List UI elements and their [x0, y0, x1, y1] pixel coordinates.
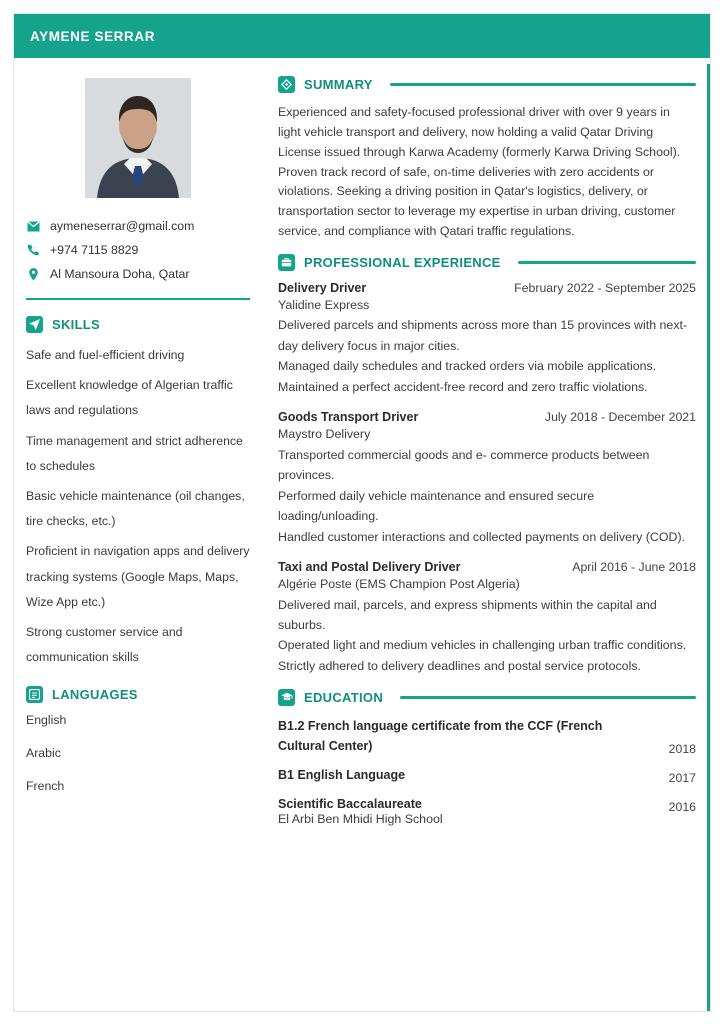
diamond-icon	[278, 76, 295, 93]
contact-divider	[26, 298, 250, 300]
job-bullet: Handled customer interactions and collected payments on delivery (COD).	[278, 529, 686, 544]
contact-phone	[26, 238, 250, 262]
profile-photo	[85, 78, 191, 198]
education-year: 2017	[668, 771, 696, 786]
contact-location	[26, 262, 250, 286]
job-bullet: Performed daily vehicle maintenance and ensured secure loading/unloading.	[278, 488, 595, 524]
contact-phone-text: +974 7115 8829	[50, 243, 139, 257]
education-year: 2016	[668, 800, 696, 815]
job-entry	[278, 410, 696, 547]
graduation-cap-icon	[278, 689, 295, 706]
skill-item: Safe and fuel-efficient driving	[26, 348, 185, 362]
job-role: Delivery Driver	[278, 280, 367, 295]
languages-section	[26, 686, 250, 793]
job-bullet: Strictly adhered to delivery deadlines and postal service protocols.	[278, 658, 641, 673]
education-degree: B1.2 French language certificate from the CCF (French Cultural Center)	[278, 719, 603, 754]
skill-item: Excellent knowledge of Algerian traffic laws and regulations	[26, 378, 233, 418]
candidate-name: AYMENE SERRAR	[30, 28, 156, 44]
language-item: French	[26, 779, 65, 794]
job-entry	[278, 281, 696, 397]
job-company: Maystro Delivery	[278, 427, 371, 442]
experience-title: PROFESSIONAL EXPERIENCE	[304, 254, 501, 270]
job-bullet: Operated light and medium vehicles in challenging urban traffic conditions.	[278, 638, 687, 653]
job-dates: February 2022 - September 2025	[514, 280, 696, 295]
job-entry	[278, 560, 696, 676]
job-dates: July 2018 - December 2021	[544, 410, 696, 425]
section-rule	[518, 261, 696, 264]
job-bullet: Delivered mail, parcels, and express shipments within the capital and suburbs.	[278, 597, 657, 632]
education-degree: B1 English Language	[278, 768, 406, 783]
job-bullet: Delivered parcels and shipments across more than 15 provinces with next-day delivery focus in major cities.	[278, 318, 688, 353]
skills-title: SKILLS	[52, 317, 101, 332]
contact-email	[26, 214, 250, 238]
paper-plane-icon	[26, 316, 43, 333]
contact-list	[26, 214, 250, 286]
skills-section	[26, 316, 250, 670]
sidebar	[14, 58, 262, 812]
header-bar	[14, 14, 710, 58]
phone-icon	[26, 244, 40, 256]
language-item: Arabic	[26, 746, 61, 761]
job-company: Yalidine Express	[278, 297, 370, 312]
language-item: English	[26, 713, 67, 728]
education-section	[278, 689, 696, 826]
job-bullet: Managed daily schedules and tracked orders via mobile applications.	[278, 359, 657, 374]
resume-page	[13, 13, 711, 1012]
skill-item: Strong customer service and communication skills	[26, 625, 183, 665]
translate-icon	[26, 686, 43, 703]
briefcase-icon	[278, 254, 295, 271]
section-rule	[400, 696, 696, 699]
skill-item: Time management and strict adherence to schedules	[26, 433, 243, 473]
main-column	[262, 58, 710, 835]
job-role: Taxi and Postal Delivery Driver	[278, 560, 461, 575]
languages-title: LANGUAGES	[52, 687, 138, 703]
education-entry	[278, 794, 696, 814]
job-dates: April 2016 - June 2018	[572, 560, 696, 575]
email-icon	[26, 221, 40, 232]
job-bullet: Maintained a perfect accident-free record and zero traffic violations.	[278, 379, 648, 394]
job-company: Algérie Poste (EMS Champion Post Algeria)	[278, 577, 520, 592]
education-year: 2018	[668, 742, 696, 757]
summary-title: SUMMARY	[304, 77, 373, 92]
skill-item: Basic vehicle maintenance (oil changes, tire checks, etc.)	[26, 489, 245, 529]
job-role: Goods Transport Driver	[278, 410, 419, 425]
education-title: EDUCATION	[304, 690, 384, 706]
contact-location-text: Al Mansoura Doha, Qatar	[50, 267, 190, 281]
summary-section	[278, 76, 696, 242]
location-icon	[26, 268, 40, 281]
contact-email-text: aymeneserrar@gmail.com	[50, 219, 195, 233]
summary-text: Experienced and safety-focused professional driver with over 9 years in light vehicle transport and delivery, now holding a valid Qatar Driving License issued through Karwa Academy (formerly Karwa Driving School). Proven track record of safe, on-time deliveries with zero accidents or violations. Seeking a driving position in Qatar's logistics, delivery, or transportation sector to leverage my expertise in urban driving, customer service, and compliance with Qatari traffic regulations.	[278, 105, 681, 239]
education-entry	[278, 716, 696, 756]
job-bullet: Transported commercial goods and e- commerce products between provinces.	[278, 447, 650, 483]
skill-item: Proficient in navigation apps and delivery tracking systems (Google Maps, Maps, Wize App etc.)	[26, 544, 250, 609]
education-entry	[278, 765, 696, 785]
education-degree: Scientific Baccalaureate	[278, 797, 422, 812]
experience-section	[278, 254, 696, 677]
education-school: El Arbi Ben Mhidi High School	[278, 812, 443, 827]
section-rule	[390, 83, 696, 86]
